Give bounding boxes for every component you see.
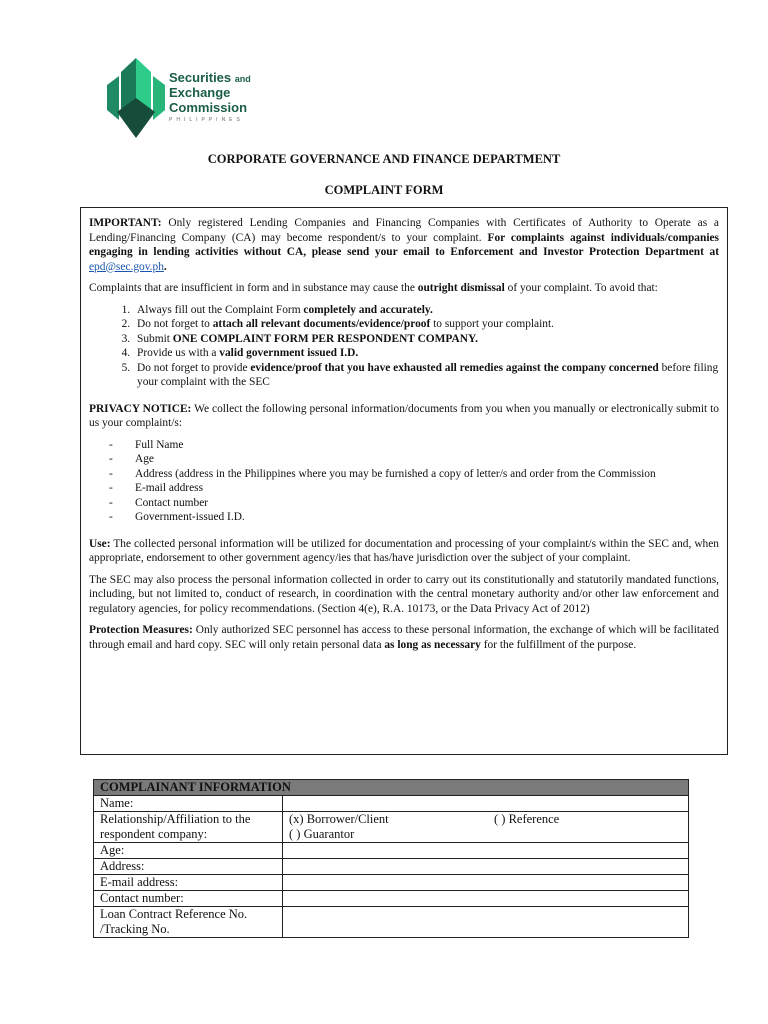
reference-option[interactable]: ( ) Reference	[494, 812, 560, 826]
privacy-notice: PRIVACY NOTICE: We collect the following personal information/documents from you when you manually or electronically submit to us your complaint/s:	[89, 402, 719, 429]
complainant-info-table	[93, 779, 689, 938]
loan-reference-field[interactable]	[283, 907, 689, 938]
contact-label: Contact number:	[94, 891, 283, 907]
contact-field[interactable]	[283, 891, 689, 907]
table-row	[94, 843, 689, 859]
logo-text: Exchange	[169, 85, 231, 100]
important-notice: IMPORTANT: Only registered Lending Companies and Financing Companies with Certificates of Authority to Operate as a Lending/Financing Company (CA) may become respondent/s to your complaint. For complaints against individuals/companies engaging in lending activities without CA, please send your email to Enforcement and Investor Protection Department at epd@sec.gov.ph.	[89, 217, 719, 273]
list-item: 3. Submit ONE COMPLAINT FORM PER RESPONDENT COMPANY.	[133, 332, 719, 347]
table-row	[94, 859, 689, 875]
list-item: - Contact number	[109, 496, 719, 511]
email-label: E-mail address:	[94, 875, 283, 891]
table-row	[94, 796, 689, 812]
list-item: - Address (address in the Philippines where you may be furnished a copy of letter/s and order from the Commission	[109, 467, 719, 482]
name-field[interactable]	[283, 796, 689, 812]
logo-text: PHILIPPINES	[169, 117, 244, 123]
steps-list	[89, 303, 719, 390]
table-title: COMPLAINANT INFORMATION	[94, 780, 689, 796]
table-row	[94, 891, 689, 907]
use-paragraph: Use: The collected personal information will be utilized for documentation and processing of your complaint/s within the SEC and, when appropriate, endorsement to other government agency/ies that has/have jurisdiction over the subject of your complaint.	[89, 537, 719, 564]
name-label: Name:	[94, 796, 283, 812]
personal-info-list	[89, 438, 719, 525]
sec-logo-mark-icon	[103, 50, 169, 140]
list-item: 2. Do not forget to attach all relevant documents/evidence/proof to support your complaint.	[133, 317, 719, 332]
email-link[interactable]: epd@sec.gov.ph	[89, 260, 164, 273]
email-field[interactable]	[283, 875, 689, 891]
table-row	[94, 875, 689, 891]
insufficient-notice: Complaints that are insufficient in form and in substance may cause the outright dismissal of your complaint. To avoid that:	[89, 282, 658, 294]
logo-text: Commission	[169, 100, 248, 115]
list-item: - Government-issued I.D.	[109, 510, 719, 525]
relationship-options	[283, 812, 689, 843]
list-item: 4. Provide us with a valid government issued I.D.	[133, 346, 719, 361]
relationship-label: Relationship/Affiliation to the respondent company:	[94, 812, 283, 843]
protection-paragraph: Protection Measures: Only authorized SEC personnel has access to these personal information, the exchange of which will be facilitated through email and hard copy. SEC will only retain personal data as long as necessary for the fulfillment of the purpose.	[89, 624, 720, 651]
age-label: Age:	[94, 843, 283, 859]
address-field[interactable]	[283, 859, 689, 875]
sec-logo	[103, 50, 273, 140]
list-item: 1. Always fill out the Complaint Form completely and accurately.	[133, 303, 719, 318]
form-title: COMPLAINT FORM	[324, 183, 444, 197]
age-field[interactable]	[283, 843, 689, 859]
loan-reference-label: Loan Contract Reference No. /Tracking No.	[94, 907, 283, 938]
address-label: Address:	[94, 859, 283, 875]
sec-process-paragraph: The SEC may also process the personal information collected in order to carry out its constitutionally and statutorily mandated functions, including, but not limited to, conduct of research, in coordination with the central monetary authority and/or other law enforcement and regulatory agencies, for policy recommendations. (Section 4(e), R.A. 10173, or the Data Privacy Act of 2012)	[89, 573, 719, 615]
department-heading: CORPORATE GOVERNANCE AND FINANCE DEPARTMENT	[207, 152, 561, 166]
list-item: - Full Name	[109, 438, 719, 453]
list-item: - E-mail address	[109, 481, 719, 496]
list-item: - Age	[109, 452, 719, 467]
list-item: 5. Do not forget to provide evidence/proof that you have exhausted all remedies against the company concerned before filing your complaint with the SEC	[133, 361, 719, 390]
table-row	[94, 812, 689, 843]
borrower-option[interactable]: (x) Borrower/Client	[289, 812, 389, 826]
guarantor-option[interactable]: ( ) Guarantor	[289, 827, 355, 841]
table-row	[94, 907, 689, 938]
instructions-box	[80, 207, 728, 755]
logo-text: Securities and	[169, 70, 251, 85]
